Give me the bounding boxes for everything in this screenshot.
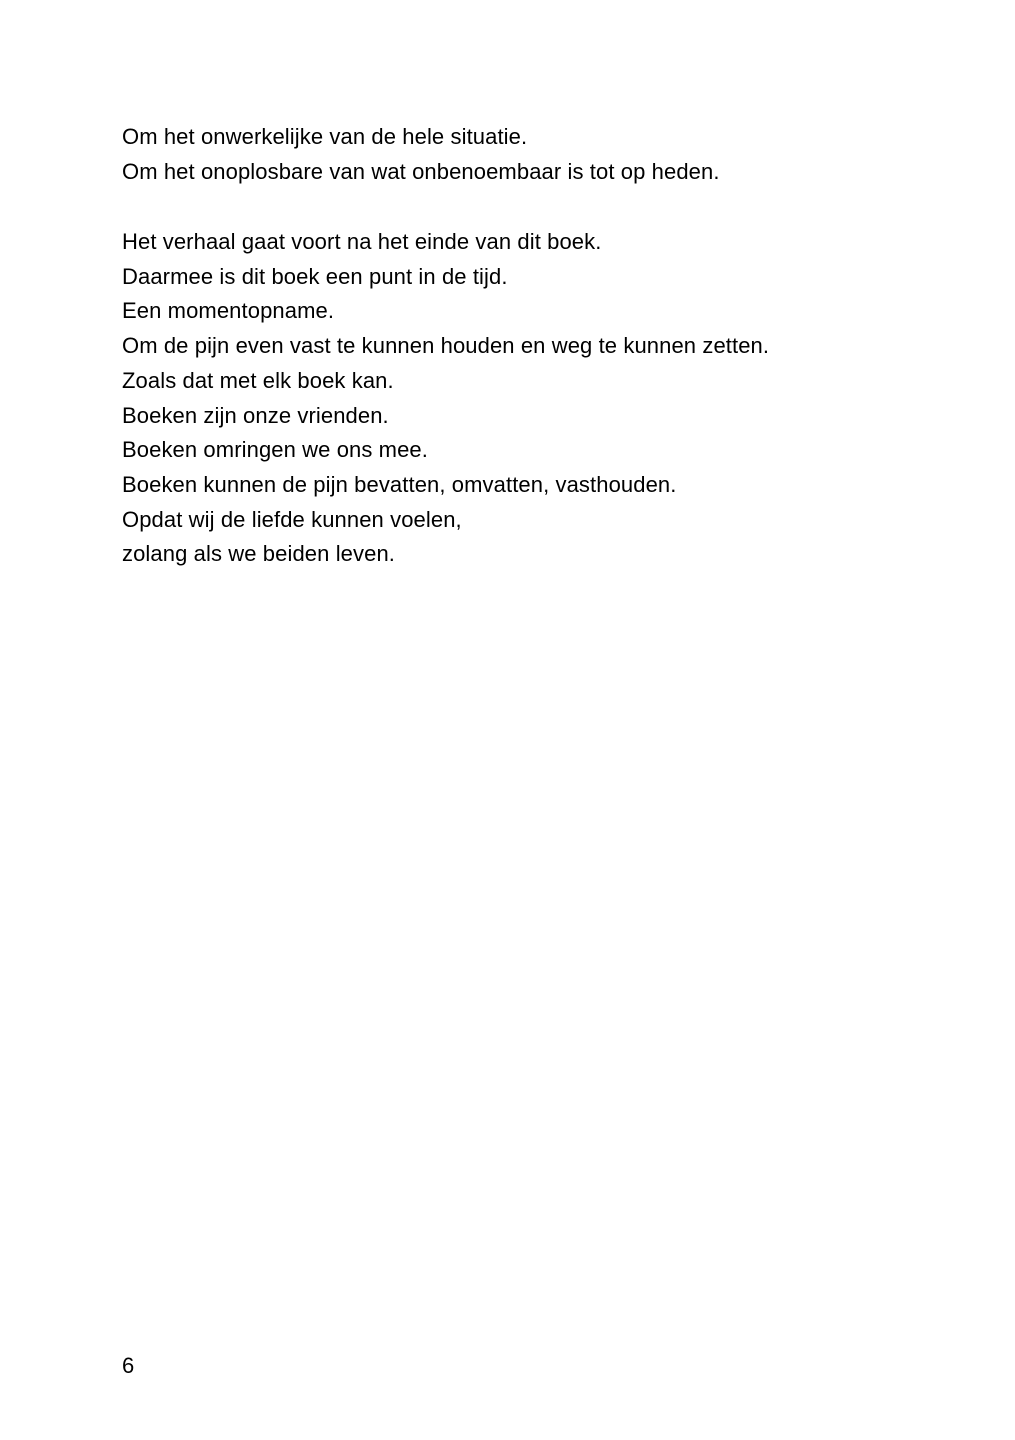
text-line: Een momentopname. [122, 298, 335, 324]
text-line: Om de pijn even vast te kunnen houden en weg te kunnen zetten. [122, 333, 770, 359]
text-line: Het verhaal gaat voort na het einde van dit boek. [122, 229, 602, 254]
text-line: Opdat wij de liefde kunnen voelen, [122, 506, 462, 532]
text-line: Om het onoplosbare van wat onbenoembaar is tot op heden. [122, 158, 720, 184]
text-line: Om het onwerkelijke van de hele situatie. [122, 124, 528, 149]
text-line: Boeken kunnen de pijn bevatten, omvatten, vasthouden. [122, 471, 677, 497]
text-line: Boeken omringen we ons mee. [122, 437, 428, 463]
text-line: zolang als we beiden leven. [122, 541, 395, 567]
text-line: Daarmee is dit boek een punt in de tijd. [122, 263, 508, 289]
stanza-2 [122, 225, 922, 572]
text-line: Zoals dat met elk boek kan. [122, 367, 394, 393]
page-number: 6 [122, 1353, 135, 1378]
stanza-1 [122, 120, 922, 189]
text-line: Boeken zijn onze vrienden. [122, 402, 389, 428]
